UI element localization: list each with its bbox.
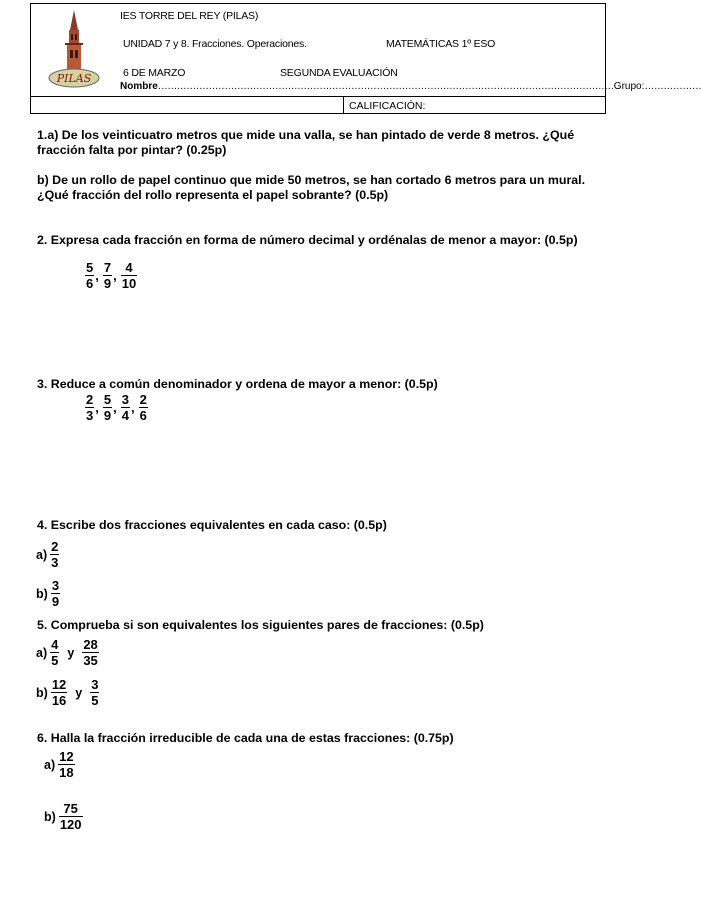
question-6: 6. Halla la fracción irreducible de cada una de estas fracciones: (0.75p)	[37, 731, 454, 745]
q6-item-b	[44, 802, 84, 831]
fraction: $\frac{5}{6}$	[86, 260, 94, 291]
fraction: $\frac{12}{16}$	[51, 677, 67, 708]
fraction: $\frac{7}{9}$	[103, 260, 112, 291]
school-name: IES TORRE DEL REY (PILAS)	[120, 10, 259, 22]
fraction: $\frac{4}{5}$	[51, 637, 59, 668]
question-5: 5. Comprueba si son equivalentes los siguientes pares de fracciones: (0.5p)	[37, 618, 484, 632]
group-dots: ………………	[644, 81, 701, 92]
item-label: b)	[36, 586, 48, 601]
q5-item-a	[36, 638, 100, 667]
grade-divider	[343, 96, 344, 113]
fraction: $\frac{3}{9}$	[51, 578, 60, 609]
fraction: $\frac{4}{10}$	[121, 260, 137, 291]
q5-item-b	[36, 678, 100, 707]
name-label: Nombre	[120, 81, 158, 92]
exam-header	[30, 3, 701, 114]
exam-date: 6 DE MARZO	[123, 67, 186, 79]
question-4: 4. Escribe dos fracciones equivalentes en cada caso: (0.5p)	[37, 518, 387, 532]
item-label: a)	[44, 757, 56, 772]
fraction: $\frac{2}{3}$	[86, 392, 94, 423]
fraction: $\frac{2}{3}$	[51, 539, 59, 570]
fraction: $\frac{5}{9}$	[103, 392, 112, 423]
q6-item-a	[44, 750, 76, 779]
question-1a: 1.a) De los veinticuatro metros que mide una valla, se han pintado de verde 8 metros. ¿Qué fracción falta por pintar? (0.25p)	[37, 128, 575, 157]
fraction: $\frac{3}{5}$	[91, 677, 99, 708]
fraction: $\frac{75}{120}$	[59, 801, 82, 832]
name-dots: ………………………………………………………………………………………………………………………………	[157, 81, 614, 92]
connector: y	[67, 645, 75, 660]
item-label: b)	[44, 809, 56, 824]
group-label: Grupo:	[613, 81, 645, 92]
grade-label: CALIFICACIÓN:	[349, 100, 426, 112]
header-divider	[31, 96, 605, 97]
question-2: 2. Expresa cada fracción en forma de número decimal y ordénalas de menor a mayor: (0.5p)	[37, 233, 578, 247]
fraction: $\frac{12}{18}$	[59, 749, 74, 780]
logo-text: PILAS	[56, 72, 92, 85]
evaluation-title: SEGUNDA EVALUACIÓN	[280, 67, 398, 79]
item-label: a)	[36, 547, 48, 562]
q4-item-b	[36, 579, 61, 608]
q4-item-a	[36, 540, 60, 569]
question-3: 3. Reduce a común denominador y ordena de mayor a menor: (0.5p)	[37, 377, 438, 391]
fraction: $\frac{3}{4}$	[121, 392, 129, 423]
q2-fractions: $\frac{5}{6}$ , $\frac{7}{9}$ , $\frac{4}{10}$	[86, 260, 137, 291]
name-field[interactable]	[120, 81, 701, 92]
connector: y	[75, 685, 83, 700]
q3-fractions: $\frac{2}{3}$ , $\frac{5}{9}$ , $\frac{3}{4}$ , $\frac{2}{6}$	[86, 392, 147, 423]
item-label: a)	[36, 645, 48, 660]
item-label: b)	[36, 685, 48, 700]
school-logo	[47, 8, 101, 92]
question-1b: b) De un rollo de papel continuo que mide 50 metros, se han cortado 6 metros para un mural. ¿Qué fracción del rollo representa el papel sobrante? (0.5p)	[37, 173, 586, 202]
unit-title: UNIDAD 7 y 8. Fracciones. Operaciones.	[123, 38, 307, 50]
subject-title: MATEMÁTICAS 1º ESO	[386, 38, 496, 50]
fraction: $\frac{2}{6}$	[139, 392, 147, 423]
fraction: $\frac{28}{35}$	[83, 637, 98, 668]
